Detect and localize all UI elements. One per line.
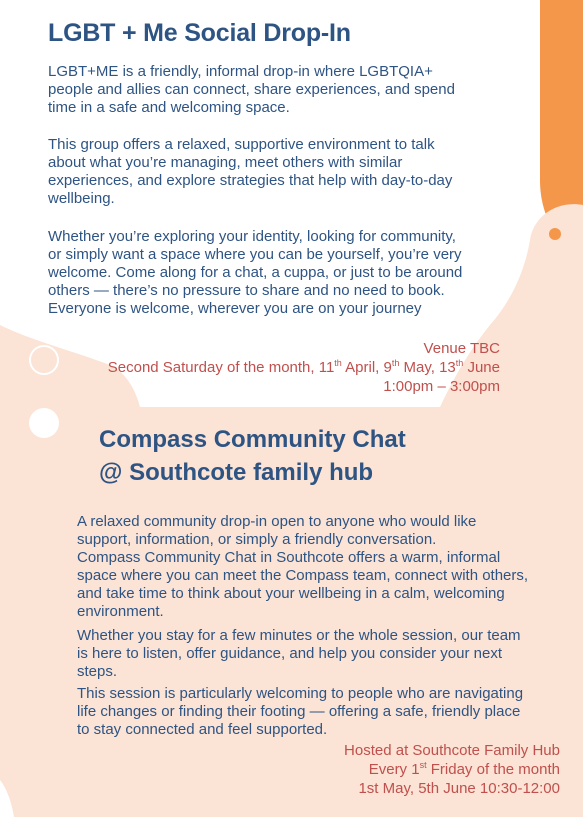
orange-dot	[549, 228, 561, 240]
white-circle-left	[29, 408, 59, 438]
section1-paragraph-2: This group offers a relaxed, supportive environment to talk about what you’re managing, meet others with similar experiences, and explore strategies that help with day-to-day wellbeing.	[48, 136, 453, 207]
section1-event-details	[108, 339, 500, 396]
section1-paragraph-3: Whether you’re exploring your identity, looking for community, or simply want a space where you can be yourself, you’re very welcome. Come along for a chat, a cuppa, or just to be around others — there’s no pressure to share and no need to book. Everyone is welcome, wherever you are on your journey	[48, 228, 463, 317]
section2-paragraph-2: Compass Community Chat in Southcote offers a warm, informal space where you can meet the Compass team, connect with others, and take time to think about your wellbeing in a calm, welcoming environment.	[77, 549, 529, 620]
section2-paragraph-4: This session is particularly welcoming to people who are navigating life changes or finding their footing — offering a safe, friendly place to stay connected and feel supported.	[77, 685, 524, 738]
section1-paragraph-1: LGBT+ME is a friendly, informal drop-in where LGBTQIA+ people and allies can connect, share experiences, and spend time in a safe and welcoming space.	[48, 63, 455, 116]
section2-paragraph-3: Whether you stay for a few minutes or the whole session, our team is here to listen, offer guidance, and help you consider your next steps.	[77, 627, 521, 680]
every-text: Every 1st Friday of the month	[368, 760, 560, 778]
section2-title-line-2: @ Southcote family hub	[99, 459, 374, 486]
venue-text: Venue TBC	[423, 340, 500, 357]
section2-title-line-1: Compass Community Chat	[99, 426, 406, 453]
time-text: 1:00pm – 3:00pm	[383, 378, 500, 395]
section2-paragraph-1: A relaxed community drop-in open to anyone who would like support, information, or simply a friendly conversation.	[77, 513, 477, 548]
pale-circle-left	[30, 346, 58, 374]
dates-text: Second Saturday of the month, 11th April, 9th May, 13th June	[107, 358, 500, 376]
dates-time-text: 1st May, 5th June 10:30-12:00	[358, 780, 560, 797]
hosted-text: Hosted at Southcote Family Hub	[344, 742, 560, 759]
section1-title: LGBT + Me Social Drop-In	[48, 19, 351, 47]
section2-event-details	[344, 741, 560, 798]
